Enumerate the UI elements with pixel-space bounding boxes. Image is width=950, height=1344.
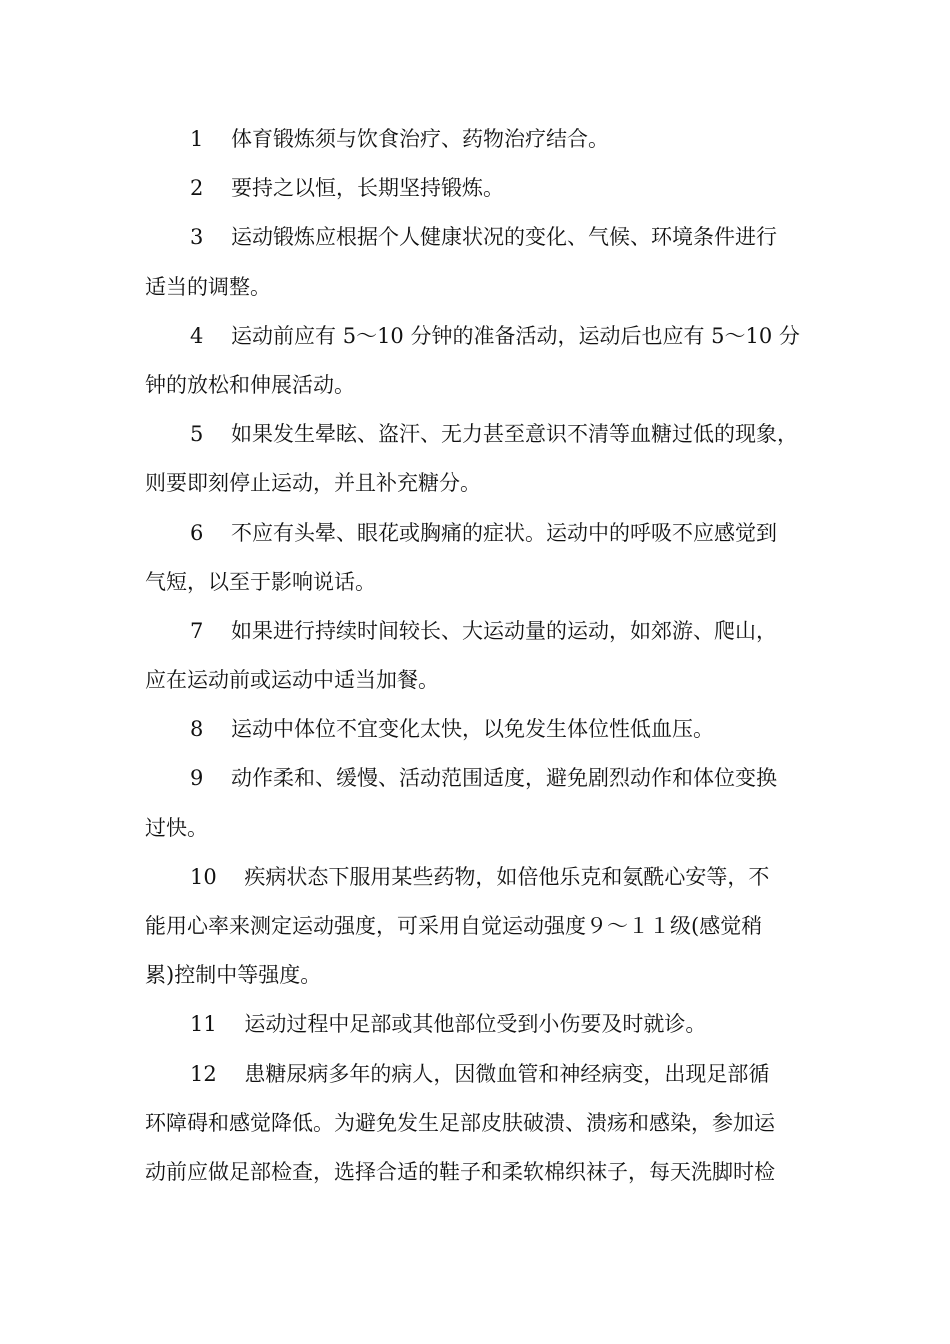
text-line: 气短，以至于影响说话。 bbox=[145, 569, 376, 594]
text-line: 环障碍和感觉降低。为避免发生足部皮肤破溃、溃疡和感染，参加运 bbox=[145, 1110, 775, 1135]
text-line: 能用心率来测定运动强度，可采用自觉运动强度９～１１级(感觉稍 bbox=[145, 914, 763, 938]
text-line: 1 体育锻炼须与饮食治疗、药物治疗结合。 bbox=[190, 127, 610, 151]
text-line: 8 运动中体位不宜变化太快，以免发生体位性低血压。 bbox=[190, 717, 715, 742]
text-line: 适当的调整。 bbox=[145, 274, 271, 299]
text-line: 12 患糖尿病多年的病人，因微血管和神经病变，出现足部循 bbox=[190, 1061, 770, 1086]
text-line: 7 如果进行持续时间较长、大运动量的运动，如郊游、爬山， bbox=[190, 618, 778, 643]
text-line: 9 动作柔和、缓慢、活动范围适度，避免剧烈动作和体位变换 bbox=[190, 766, 778, 791]
text-line: 11 运动过程中足部或其他部位受到小伤要及时就诊。 bbox=[190, 1012, 707, 1037]
text-line: 累)控制中等强度。 bbox=[145, 963, 322, 988]
text-line: 10 疾病状态下服用某些药物，如倍他乐克和氨酰心安等，不 bbox=[190, 864, 770, 889]
text-line: 过快。 bbox=[145, 815, 208, 840]
text-line: 4 运动前应有 5～10 分钟的准备活动，运动后也应有 5～10 分 bbox=[190, 323, 800, 348]
text-line: 钟的放松和伸展活动。 bbox=[145, 372, 355, 397]
text-line: 应在运动前或运动中适当加餐。 bbox=[145, 668, 439, 693]
text-line: 动前应做足部检查，选择合适的鞋子和柔软棉织袜子，每天洗脚时检 bbox=[145, 1159, 775, 1184]
text-line: 6 不应有头晕、眼花或胸痛的症状。运动中的呼吸不应感觉到 bbox=[190, 520, 778, 545]
text-line: 则要即刻停止运动，并且补充糖分。 bbox=[145, 471, 481, 496]
text-line: 5 如果发生晕眩、盗汗、无力甚至意识不清等血糖过低的现象， bbox=[190, 422, 799, 447]
text-line: 3 运动锻炼应根据个人健康状况的变化、气候、环境条件进行 bbox=[190, 225, 778, 250]
document-body bbox=[145, 115, 810, 1197]
text-line: 2 要持之以恒，长期坚持锻炼。 bbox=[190, 176, 505, 201]
